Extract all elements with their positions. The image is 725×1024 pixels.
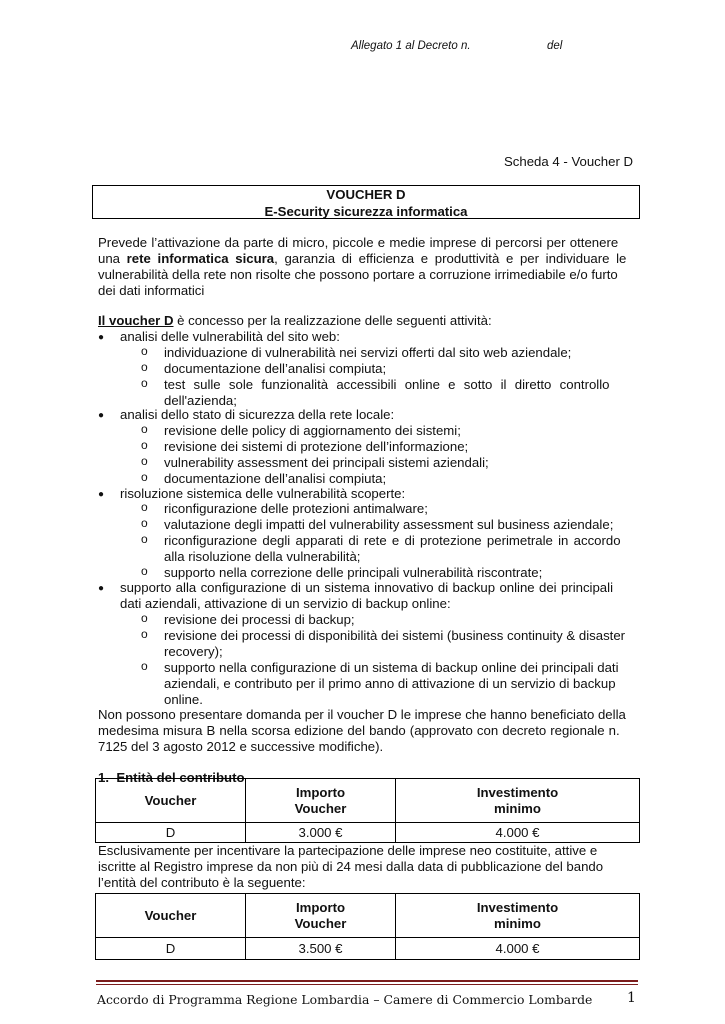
list-subitem: documentazione dell’analisi compiuta; (164, 471, 387, 486)
circle-bullet-icon: o (141, 470, 148, 484)
section-title: 1. Entità del contributo (98, 770, 245, 785)
exclusion-line: 7125 del 3 agosto 2012 e successive modifiche). (98, 739, 384, 754)
circle-bullet-icon: o (141, 659, 148, 673)
voucher-intro-bold: Il voucher D (98, 313, 174, 328)
list-subitem: valutazione degli impatti del vulnerability assessment sul business aziendale; (164, 517, 614, 532)
table-header-row (96, 894, 640, 938)
list-subitem-cont: online. (164, 692, 203, 707)
circle-bullet-icon: o (141, 376, 148, 390)
intro-bold: rete informatica sicura (126, 251, 275, 266)
title-box (92, 185, 640, 219)
intro-text: una (98, 251, 127, 266)
header-investimento: minimo (494, 800, 541, 816)
circle-bullet-icon: o (141, 564, 148, 578)
footer-text: Accordo di Programma Regione Lombardia – Camere di Commercio Lombarde (97, 992, 593, 1007)
table-header-row (96, 779, 640, 823)
list-subitem: vulnerability assessment dei principali sistemi aziendali; (164, 455, 489, 470)
circle-bullet-icon: o (141, 627, 148, 641)
list-subitem-cont: aziendali, e contributo per il primo anno di attivazione di un servizio di backup (164, 676, 616, 691)
intro-line: dei dati informatici (98, 283, 205, 298)
table-header-cell (396, 779, 640, 823)
circle-bullet-icon: o (141, 454, 148, 468)
list-subitem: revisione delle policy di aggiornamento dei sistemi; (164, 423, 461, 438)
list-subitem-cont: dell'azienda; (164, 393, 237, 408)
intro-text: , garanzia di efficienza e produttività e per individuare le (274, 251, 627, 266)
cell-investimento: 4.000 € (396, 823, 640, 843)
circle-bullet-icon: o (141, 438, 148, 452)
table-header-cell (246, 779, 396, 823)
list-subitem: revisione dei sistemi di protezione dell’informazione; (164, 439, 469, 454)
list-subitem: revisione dei processi di disponibilità dei sistemi (business continuity & disaster (164, 628, 626, 643)
header-voucher: Voucher (144, 907, 197, 923)
table-header-cell (96, 779, 246, 823)
title-line-2: E-Security sicurezza informatica (264, 203, 468, 219)
intro-line (98, 251, 626, 267)
list-subitem-cont: alla risoluzione della vulnerabilità; (164, 549, 361, 564)
newco-line: iscritte al Registro imprese da non più di 24 mesi dalla data di pubblicazione del bando (98, 859, 604, 874)
header-importo: Importo (295, 784, 346, 800)
list-item-cont: dati aziendali, attivazione di un servizio di backup online: (120, 596, 451, 611)
table-header-cell (96, 894, 246, 938)
bullet-dot-icon: ● (98, 332, 105, 343)
circle-bullet-icon: o (141, 344, 148, 358)
intro-line: Prevede l’attivazione da parte di micro, piccole e medie imprese di percorsi per ottenere (98, 235, 619, 250)
exclusion-line: Non possono presentare domanda per il voucher D le imprese che hanno beneficiato della (98, 707, 626, 722)
cell-voucher: D (96, 823, 246, 843)
table-header-cell (396, 894, 640, 938)
cell-importo: 3.000 € (246, 823, 396, 843)
newco-line: Esclusivamente per incentivare la partecipazione delle imprese neo costituite, attive e (98, 843, 598, 858)
circle-bullet-icon: o (141, 422, 148, 436)
circle-bullet-icon: o (141, 611, 148, 625)
cell-voucher: D (96, 938, 246, 960)
table-header-cell (246, 894, 396, 938)
footer-divider (96, 980, 638, 982)
list-item: supporto alla configurazione di un sistema innovativo di backup online dei principali (120, 580, 614, 595)
header-investimento: minimo (494, 915, 541, 931)
list-subitem: test sulle sole funzionalità accessibili online e sotto il diretto controllo (164, 377, 610, 392)
header-investimento: Investimento (476, 899, 559, 915)
voucher-intro (98, 313, 492, 329)
table-row (96, 938, 640, 960)
footer-divider (96, 984, 638, 985)
list-item: analisi dello stato di sicurezza della rete locale: (120, 407, 395, 422)
header-decree: Allegato 1 al Decreto n. (351, 40, 471, 52)
title-line-1: VOUCHER D (326, 187, 406, 202)
scheda-label: Scheda 4 - Voucher D (504, 154, 634, 169)
table-row (96, 823, 640, 843)
list-subitem: documentazione dell’analisi compiuta; (164, 361, 387, 376)
bullet-dot-icon: ● (98, 583, 105, 594)
intro-line: vulnerabilità della rete non risolte che possono portare a corruzione irrimediabile e/o furto (98, 267, 618, 282)
voucher-intro-text: è concesso per la realizzazione delle seguenti attività: (173, 313, 492, 328)
newco-contribution-table (95, 893, 640, 960)
header-voucher: Voucher (144, 792, 197, 808)
list-subitem: riconfigurazione delle protezioni antimalware; (164, 501, 428, 516)
bullet-dot-icon: ● (98, 489, 105, 500)
bullet-dot-icon: ● (98, 410, 105, 421)
list-item: risoluzione sistemica delle vulnerabilità scoperte: (120, 486, 406, 501)
circle-bullet-icon: o (141, 516, 148, 530)
header-investimento: Investimento (476, 784, 559, 800)
list-subitem: riconfigurazione degli apparati di rete e di protezione perimetrale in accordo (164, 533, 621, 548)
exclusion-line: medesima misura B nella scorsa edizione del bando (approvato con decreto regionale n. (98, 723, 620, 738)
header-importo: Importo (295, 899, 346, 915)
cell-importo: 3.500 € (246, 938, 396, 960)
cell-investimento: 4.000 € (396, 938, 640, 960)
circle-bullet-icon: o (141, 360, 148, 374)
header-importo: Voucher (294, 800, 347, 816)
header-importo: Voucher (294, 915, 347, 931)
contribution-table (95, 778, 640, 843)
list-subitem: supporto nella configurazione di un sistema di backup online dei principali dati (164, 660, 619, 675)
list-subitem-cont: recovery); (164, 644, 223, 659)
page-number: 1 (627, 990, 636, 1006)
circle-bullet-icon: o (141, 500, 148, 514)
list-item: analisi delle vulnerabilità del sito web: (120, 329, 340, 344)
header-del: del (547, 40, 563, 52)
list-subitem: revisione dei processi di backup; (164, 612, 355, 627)
list-subitem: individuazione di vulnerabilità nei servizi offerti dal sito web aziendale; (164, 345, 572, 360)
newco-line: l’entità del contributo è la seguente: (98, 875, 306, 890)
circle-bullet-icon: o (141, 532, 148, 546)
list-subitem: supporto nella correzione delle principali vulnerabilità riscontrate; (164, 565, 543, 580)
